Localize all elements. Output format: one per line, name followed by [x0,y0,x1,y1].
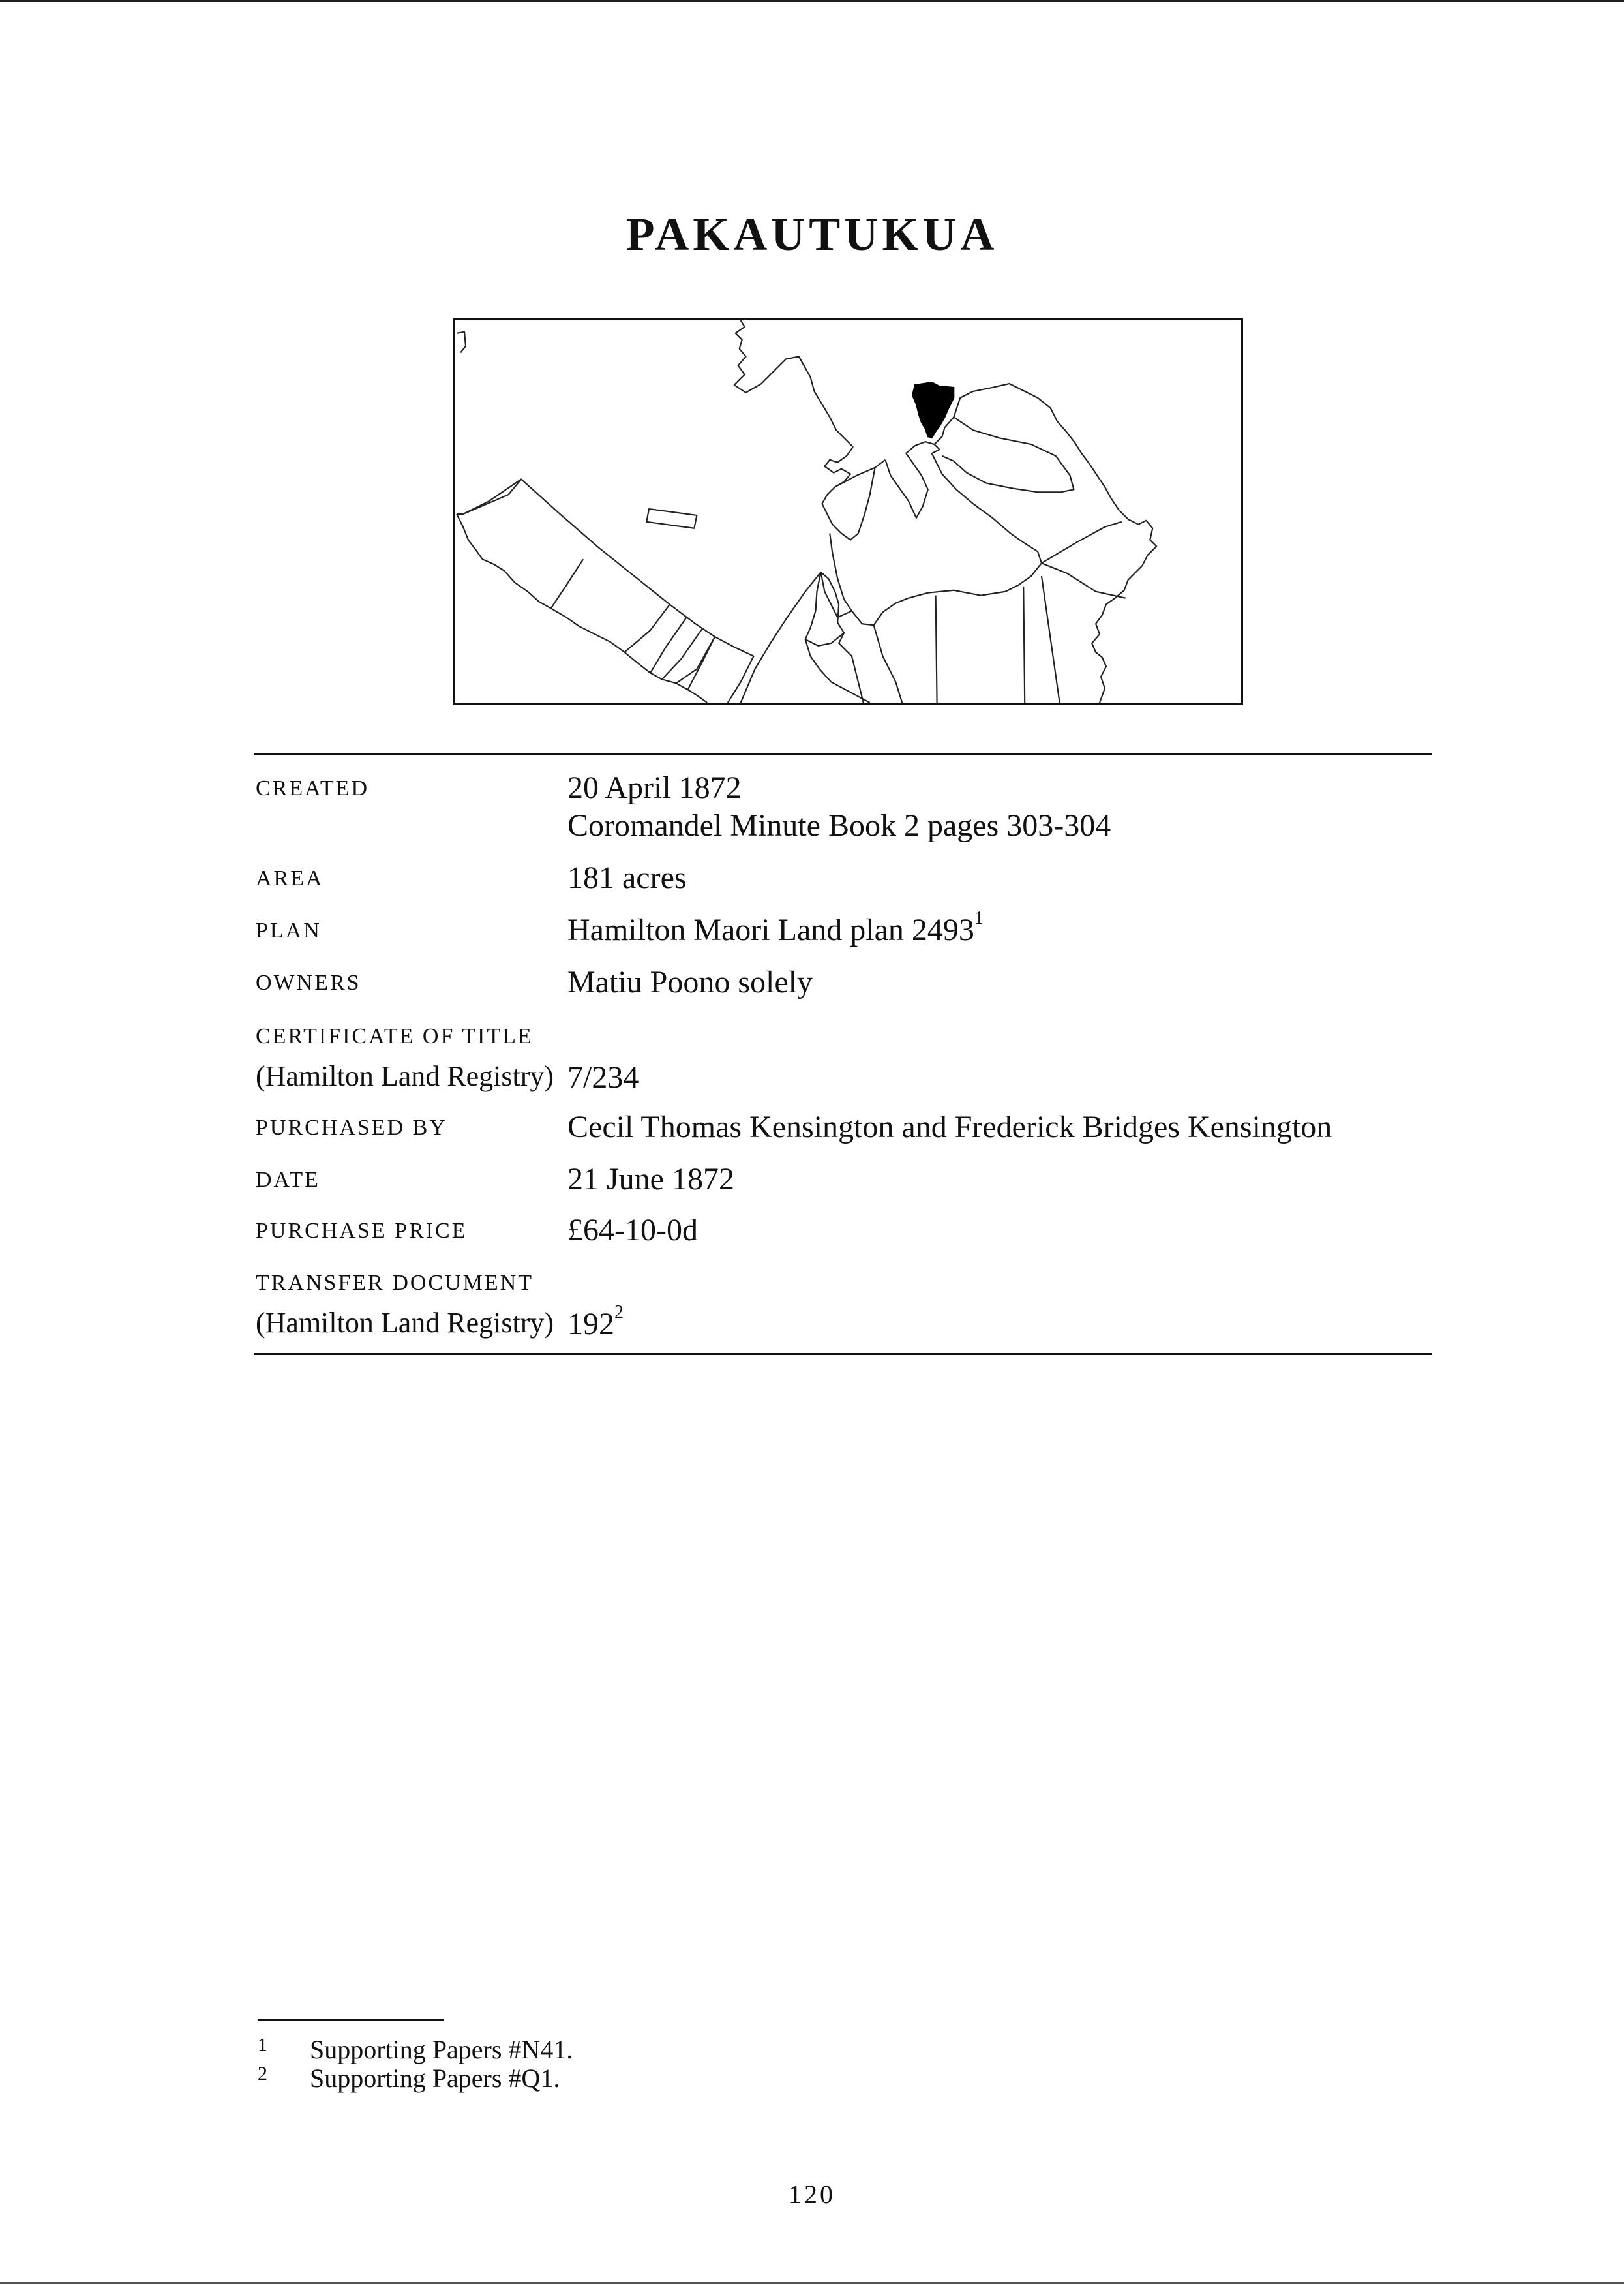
page-border-bottom [0,2282,1624,2284]
record-value: 7/234 [567,1060,639,1095]
footnote-ref: 1 [974,908,984,928]
page-title: PAKAUTUKUA [625,208,999,260]
record-label: OWNERS [256,971,361,995]
record-label: PURCHASE PRICE [256,1219,468,1243]
table-rule-top [254,753,1432,755]
record-label: PURCHASED BY [256,1116,447,1140]
footnote [258,2034,573,2065]
footnote-number: 2 [258,2063,267,2084]
footnote-text: Supporting Papers #N41. [310,2035,573,2064]
record-value-line-2: Coromandel Minute Book 2 pages 303-304 [567,808,1111,843]
record-sublabel: (Hamilton Land Registry) [256,1307,554,1339]
record-label: CREATED [256,776,369,800]
page-border-top [0,0,1624,2]
record-value-text: Hamilton Maori Land plan 2493 [567,913,974,947]
pakautukua-block-highlight [912,382,954,438]
table-rule-bottom [254,1353,1432,1355]
record-label: DATE [256,1168,320,1192]
record-value: £64-10-0d [567,1213,698,1247]
record-value [567,908,984,948]
record-value [567,1302,624,1342]
footnote-rule [258,2019,444,2021]
record-label: AREA [256,866,324,891]
footnote-ref: 2 [614,1302,624,1322]
record-value-text: 192 [567,1307,614,1341]
footnote-text: Supporting Papers #Q1. [310,2064,560,2093]
footnote [258,2063,560,2094]
record-value: Cecil Thomas Kensington and Frederick Bridges Kensington [567,1110,1332,1144]
record-label: PLAN [256,919,322,943]
record-label: TRANSFER DOCUMENT [256,1271,534,1295]
record-value: 21 June 1872 [567,1162,734,1196]
record-label: CERTIFICATE OF TITLE [256,1024,534,1048]
footnote-number: 1 [258,2034,267,2056]
record-value: Matiu Poono solely [567,965,813,999]
page-number: 120 [789,2180,835,2209]
locality-map [453,318,1243,705]
record-sublabel: (Hamilton Land Registry) [256,1060,554,1092]
locality-map-outline-icon [455,320,1241,703]
record-value: 20 April 1872 [567,770,742,805]
record-value: 181 acres [567,861,687,895]
